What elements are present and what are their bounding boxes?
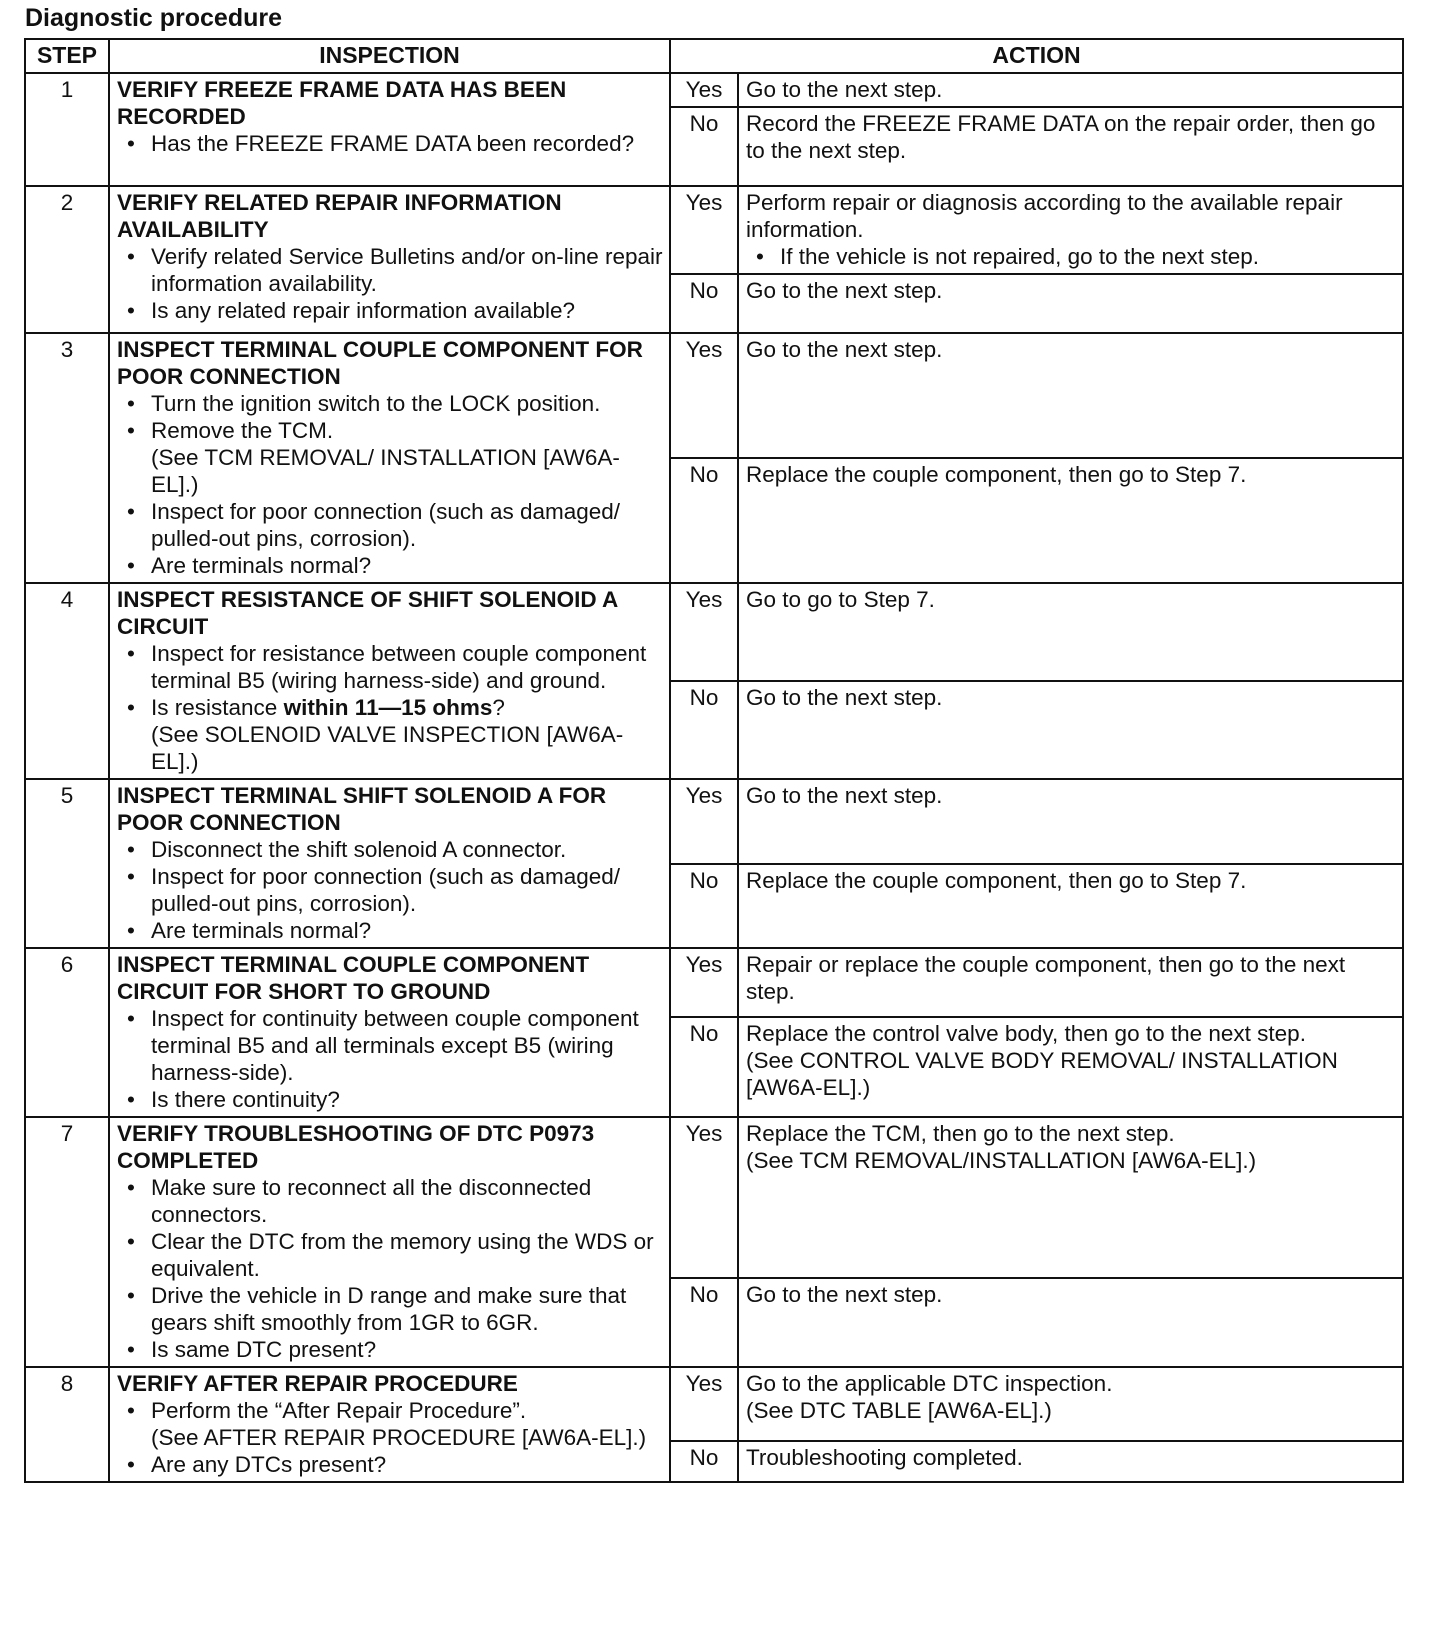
step-number: 1: [25, 73, 109, 186]
no-action: Go to the next step.: [738, 274, 1403, 333]
no-action: Go to the next step.: [738, 681, 1403, 779]
yes-action: Repair or replace the couple component, then go to the next step.: [738, 948, 1403, 1017]
table-row: [25, 583, 1403, 681]
yes-label: Yes: [670, 948, 738, 1017]
action-item: • If the vehicle is not repaired, go to the next step.: [780, 243, 1398, 270]
table-row: [25, 779, 1403, 864]
inspection-item: • Clear the DTC from the memory using the WDS or equivalent.: [151, 1228, 665, 1282]
inspection-item: • Inspect for poor connection (such as damaged/ pulled-out pins, corrosion).: [151, 863, 665, 917]
no-action-cell: [738, 1017, 1403, 1117]
inspection-title: INSPECT TERMINAL SHIFT SOLENOID A FOR POOR CONNECTION: [117, 783, 607, 835]
no-action: Replace the couple component, then go to Step 7.: [738, 458, 1403, 583]
no-action: Replace the couple component, then go to Step 7.: [738, 864, 1403, 949]
yes-label: Yes: [670, 73, 738, 107]
yes-action: Replace the TCM, then go to the next step.: [746, 1121, 1175, 1146]
reference-note: (See SOLENOID VALVE INSPECTION [AW6A-EL].): [151, 722, 624, 774]
no-label: No: [670, 1441, 738, 1482]
step-number: 5: [25, 779, 109, 948]
inspection-title: VERIFY FREEZE FRAME DATA HAS BEEN RECORDED: [117, 77, 567, 129]
inspection-cell: [109, 186, 670, 333]
inspection-title: VERIFY AFTER REPAIR PROCEDURE: [117, 1371, 518, 1396]
question-suffix: ?: [492, 695, 505, 720]
diagnostic-procedure-table: [24, 38, 1404, 1483]
reference-note: (See CONTROL VALVE BODY REMOVAL/ INSTALLATION [AW6A-EL].): [746, 1048, 1338, 1101]
no-action: Replace the control valve body, then go to the next step.: [746, 1021, 1306, 1047]
inspection-item: • Make sure to reconnect all the disconnected connectors.: [151, 1174, 665, 1228]
inspection-title: VERIFY RELATED REPAIR INFORMATION AVAILABILITY: [117, 190, 562, 242]
no-label: No: [670, 1278, 738, 1367]
inspection-cell: [109, 779, 670, 948]
yes-action-cell: [738, 1117, 1403, 1278]
table-row: [25, 73, 1403, 107]
yes-action: Go to the next step.: [738, 333, 1403, 458]
table-row: [25, 186, 1403, 274]
inspection-item: [151, 417, 665, 498]
inspection-cell: [109, 73, 670, 186]
no-action: Record the FREEZE FRAME DATA on the repair order, then go to the next step.: [738, 107, 1403, 186]
reference-note: (See TCM REMOVAL/ INSTALLATION [AW6A-EL].): [151, 445, 620, 497]
yes-label: Yes: [670, 186, 738, 274]
yes-action-cell: [738, 1367, 1403, 1441]
inspection-item: • Inspect for continuity between couple component terminal B5 and all terminals except B5 (wiring harness-side).: [151, 1005, 665, 1086]
inspection-question: [151, 694, 665, 721]
inspection-cell: [109, 583, 670, 779]
no-action: Troubleshooting completed.: [738, 1441, 1403, 1482]
inspection-cell: [109, 948, 670, 1117]
inspection-item: • Are terminals normal?: [151, 917, 665, 944]
inspection-cell: [109, 333, 670, 583]
header-inspection: INSPECTION: [109, 39, 670, 73]
yes-label: Yes: [670, 1367, 738, 1441]
table-header-row: [25, 39, 1403, 73]
no-label: No: [670, 681, 738, 779]
inspection-item: • Is any related repair information available?: [151, 297, 665, 324]
no-label: No: [670, 274, 738, 333]
step-number: 2: [25, 186, 109, 333]
step-number: 7: [25, 1117, 109, 1367]
yes-label: Yes: [670, 333, 738, 458]
header-action: ACTION: [670, 39, 1403, 73]
inspection-cell: [109, 1367, 670, 1482]
yes-action: Go to the applicable DTC inspection.: [746, 1371, 1113, 1396]
inspection-title: INSPECT TERMINAL COUPLE COMPONENT FOR POOR CONNECTION: [117, 337, 643, 389]
inspection-item: • Verify related Service Bulletins and/or on-line repair information availability.: [151, 243, 665, 297]
question-prefix: Is resistance: [151, 695, 284, 720]
yes-label: Yes: [670, 583, 738, 681]
table-row: [25, 1367, 1403, 1441]
inspection-item: • Are any DTCs present?: [151, 1451, 665, 1478]
inspection-title: INSPECT RESISTANCE OF SHIFT SOLENOID A CIRCUIT: [117, 587, 618, 639]
no-label: No: [670, 458, 738, 583]
no-action: Go to the next step.: [738, 1278, 1403, 1367]
inspection-item: [151, 1397, 665, 1451]
inspection-cell: [109, 1117, 670, 1367]
inspection-title: VERIFY TROUBLESHOOTING OF DTC P0973 COMPLETED: [117, 1121, 595, 1173]
inspection-title: INSPECT TERMINAL COUPLE COMPONENT CIRCUIT FOR SHORT TO GROUND: [117, 952, 590, 1004]
inspection-item: • Disconnect the shift solenoid A connector.: [151, 836, 665, 863]
yes-action-cell: [738, 186, 1403, 274]
inspection-item: • Inspect for resistance between couple component terminal B5 (wiring harness-side) and ground.: [151, 640, 665, 694]
inspection-item: • Drive the vehicle in D range and make sure that gears shift smoothly from 1GR to 6GR.: [151, 1282, 665, 1336]
yes-action: Go to the next step.: [738, 779, 1403, 864]
yes-action: Go to the next step.: [738, 73, 1403, 107]
step-number: 6: [25, 948, 109, 1117]
table-row: [25, 948, 1403, 1017]
question-spec: within 11—15 ohms: [283, 695, 493, 720]
yes-label: Yes: [670, 1117, 738, 1278]
no-label: No: [670, 864, 738, 949]
inspection-item: • Are terminals normal?: [151, 552, 665, 579]
inspection-item: • Inspect for poor connection (such as damaged/ pulled-out pins, corrosion).: [151, 498, 665, 552]
yes-label: Yes: [670, 779, 738, 864]
page-title: Diagnostic procedure: [25, 4, 282, 32]
no-label: No: [670, 1017, 738, 1117]
table-row: [25, 333, 1403, 458]
step-number: 3: [25, 333, 109, 583]
yes-action: Go to go to Step 7.: [738, 583, 1403, 681]
inspection-item: • Turn the ignition switch to the LOCK position.: [151, 390, 665, 417]
table-row: [25, 1117, 1403, 1278]
step-number: 8: [25, 1367, 109, 1482]
no-label: No: [670, 107, 738, 186]
inspection-item: • Has the FREEZE FRAME DATA been recorded?: [151, 130, 665, 157]
yes-action: Perform repair or diagnosis according to the available repair information.: [746, 190, 1343, 242]
inspection-item: • Is same DTC present?: [151, 1336, 665, 1363]
reference-note: (See DTC TABLE [AW6A-EL].): [746, 1398, 1052, 1423]
inspection-item-text: • Remove the TCM.: [151, 418, 334, 443]
inspection-item: [151, 694, 665, 775]
inspection-item-text: • Perform the “After Repair Procedure”.: [151, 1398, 527, 1423]
header-step: STEP: [25, 39, 109, 73]
step-number: 4: [25, 583, 109, 779]
reference-note: (See TCM REMOVAL/INSTALLATION [AW6A-EL].): [746, 1148, 1257, 1173]
inspection-item: • Is there continuity?: [151, 1086, 665, 1113]
reference-note: (See AFTER REPAIR PROCEDURE [AW6A-EL].): [151, 1425, 647, 1450]
